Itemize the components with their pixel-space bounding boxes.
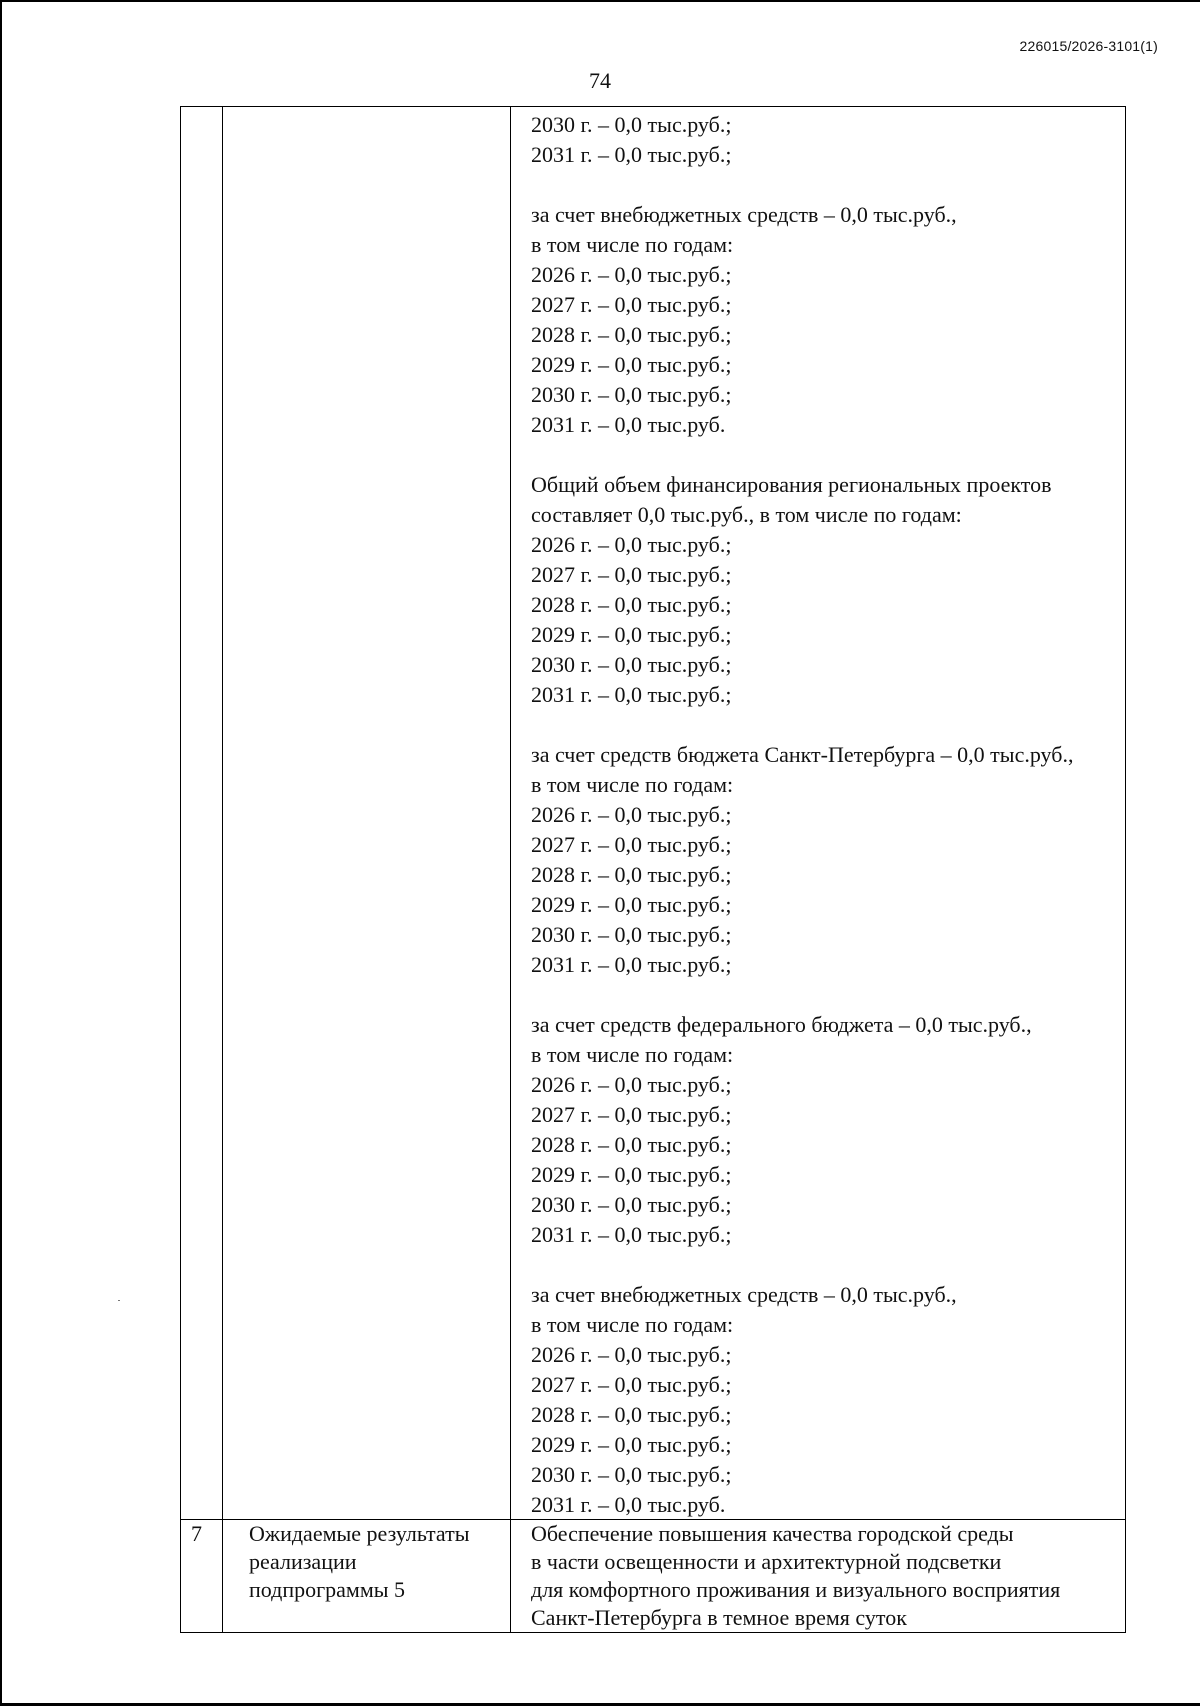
row-label-line: реализации: [249, 1549, 357, 1574]
funding-line: 2027 г. – 0,0 тыс.руб.;: [531, 292, 732, 317]
funding-line: 2028 г. – 0,0 тыс.руб.;: [531, 322, 732, 347]
funding-line: 2028 г. – 0,0 тыс.руб.;: [531, 1132, 732, 1157]
row-label-line: подпрограммы 5: [249, 1577, 406, 1602]
scan-border-left: [0, 0, 2, 1706]
funding-line: 2029 г. – 0,0 тыс.руб.;: [531, 1432, 732, 1457]
funding-heading: за счет средств бюджета Санкт-Петербурга – 0,0 тыс.руб.,: [531, 742, 1074, 767]
funding-line: 2029 г. – 0,0 тыс.руб.;: [531, 352, 732, 377]
expected-results-cell: [511, 1520, 1126, 1633]
scan-speck: [118, 1300, 120, 1301]
funding-heading: в том числе по годам:: [531, 232, 734, 257]
row-label-line: Ожидаемые результаты: [249, 1521, 470, 1546]
expected-results-line: Обеспечение повышения качества городской среды: [531, 1521, 1014, 1546]
funding-heading: в том числе по годам:: [531, 1042, 734, 1067]
row-number-cell: [181, 107, 223, 1520]
document-number: 226015/2026-3101(1): [1019, 38, 1158, 54]
funding-line: 2030 г. – 0,0 тыс.руб.;: [531, 1462, 732, 1487]
funding-line: 2031 г. – 0,0 тыс.руб.;: [531, 1222, 732, 1247]
row-number-cell: [181, 1520, 223, 1633]
funding-line: 2027 г. – 0,0 тыс.руб.;: [531, 1102, 732, 1127]
funding-text: [511, 107, 1125, 1519]
funding-line: 2030 г. – 0,0 тыс.руб.;: [531, 112, 732, 137]
funding-cell: [511, 107, 1126, 1520]
row-label-cell: [223, 1520, 511, 1633]
funding-line: 2030 г. – 0,0 тыс.руб.;: [531, 652, 732, 677]
funding-line: 2026 г. – 0,0 тыс.руб.;: [531, 802, 732, 827]
page-number: 74: [589, 68, 611, 93]
funding-heading: Общий объем финансирования региональных проектов: [531, 472, 1052, 497]
funding-line: 2031 г. – 0,0 тыс.руб.;: [531, 952, 732, 977]
funding-line: 2030 г. – 0,0 тыс.руб.;: [531, 382, 732, 407]
funding-heading: в том числе по годам:: [531, 772, 734, 797]
funding-line: 2028 г. – 0,0 тыс.руб.;: [531, 1402, 732, 1427]
scan-border-top: [0, 0, 1200, 2]
funding-line: 2031 г. – 0,0 тыс.руб.: [531, 412, 726, 437]
funding-heading: в том числе по годам:: [531, 1312, 734, 1337]
funding-heading: за счет внебюджетных средств – 0,0 тыс.руб.,: [531, 1282, 957, 1307]
funding-line: 2031 г. – 0,0 тыс.руб.;: [531, 142, 732, 167]
funding-line: 2026 г. – 0,0 тыс.руб.;: [531, 532, 732, 557]
funding-line: 2028 г. – 0,0 тыс.руб.;: [531, 592, 732, 617]
funding-line: 2027 г. – 0,0 тыс.руб.;: [531, 1372, 732, 1397]
funding-line: 2031 г. – 0,0 тыс.руб.: [531, 1492, 726, 1517]
row-number: 7: [191, 1521, 202, 1546]
row-label-text: [223, 1520, 510, 1604]
funding-line: 2026 г. – 0,0 тыс.руб.;: [531, 1072, 732, 1097]
table-row-continued: [181, 107, 1126, 1520]
funding-line: 2030 г. – 0,0 тыс.руб.;: [531, 1192, 732, 1217]
row-label-cell: [223, 107, 511, 1520]
funding-line: 2027 г. – 0,0 тыс.руб.;: [531, 832, 732, 857]
funding-line: 2028 г. – 0,0 тыс.руб.;: [531, 862, 732, 887]
funding-line: 2029 г. – 0,0 тыс.руб.;: [531, 892, 732, 917]
funding-line: 2026 г. – 0,0 тыс.руб.;: [531, 1342, 732, 1367]
funding-line: 2031 г. – 0,0 тыс.руб.;: [531, 682, 732, 707]
expected-results-line: в части освещенности и архитектурной подсветки: [531, 1549, 1002, 1574]
program-passport-table: [180, 106, 1126, 1633]
funding-heading: составляет 0,0 тыс.руб., в том числе по годам:: [531, 502, 962, 527]
funding-heading: за счет средств федерального бюджета – 0,0 тыс.руб.,: [531, 1012, 1032, 1037]
funding-line: 2029 г. – 0,0 тыс.руб.;: [531, 622, 732, 647]
funding-heading: за счет внебюджетных средств – 0,0 тыс.руб.,: [531, 202, 957, 227]
expected-results-line: для комфортного проживания и визуального восприятия: [531, 1577, 1061, 1602]
expected-results-text: [511, 1520, 1125, 1632]
funding-line: 2029 г. – 0,0 тыс.руб.;: [531, 1162, 732, 1187]
funding-line: 2027 г. – 0,0 тыс.руб.;: [531, 562, 732, 587]
funding-line: 2026 г. – 0,0 тыс.руб.;: [531, 262, 732, 287]
table-row-7: [181, 1520, 1126, 1633]
funding-line: 2030 г. – 0,0 тыс.руб.;: [531, 922, 732, 947]
expected-results-line: Санкт-Петербурга в темное время суток: [531, 1605, 907, 1630]
